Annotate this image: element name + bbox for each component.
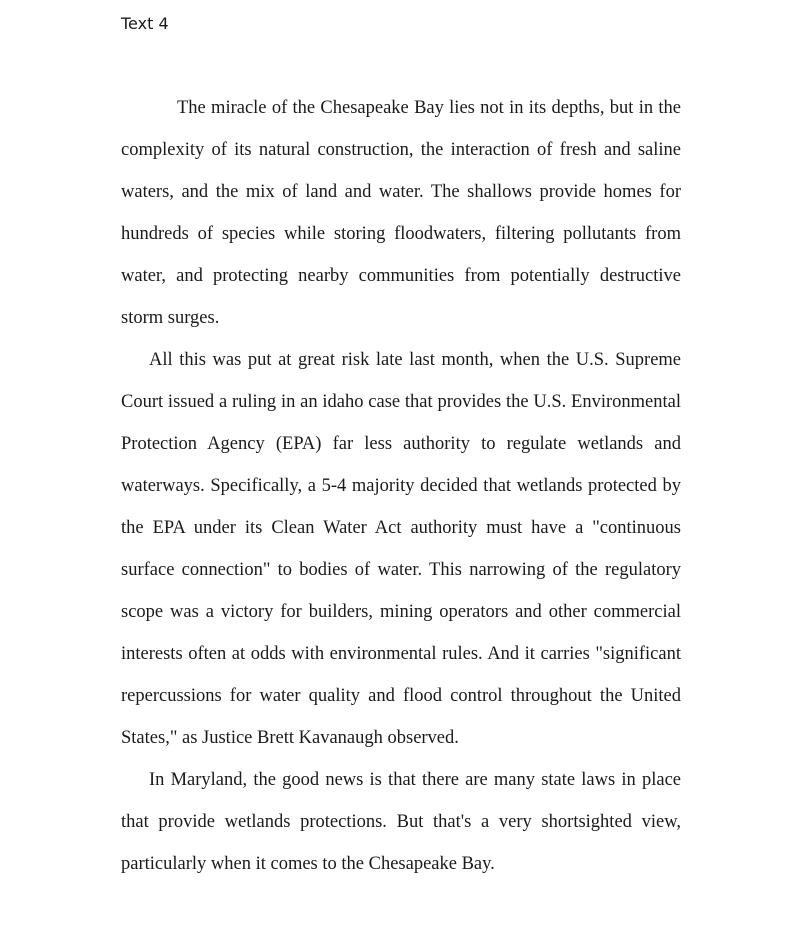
paragraph-1: The miracle of the Chesapeake Bay lies not in its depths, but in the complexity of its natural construction, the interaction of fresh and saline waters, and the mix of land and water. The shallows provide homes for hundreds of species while storing floodwaters, filtering pollutants from water, and protecting nearby communities from potentially destructive storm surges. [121,98,681,328]
document-label: Text 4 [121,14,169,33]
document-body [121,87,681,885]
paragraph-2: All this was put at great risk late last month, when the U.S. Supreme Court issued a ruling in an idaho case that provides the U.S. Environmental Protection Agency (EPA) far less authority to regulate wetlands and waterways. Specifically, a 5-4 majority decided that wetlands protected by the EPA under its Clean Water Act authority must have a "continuous surface connection" to bodies of water. This narrowing of the regulatory scope was a victory for builders, mining operators and other commercial interests often at odds with environmental rules. And it carries "significant repercussions for water quality and flood control throughout the United States," as Justice Brett Kavanaugh observed. [121,350,681,748]
paragraph-3: In Maryland, the good news is that there are many state laws in place that provide wetlands protections. But that's a very shortsighted view, particularly when it comes to the Chesapeake Bay. [121,770,681,874]
